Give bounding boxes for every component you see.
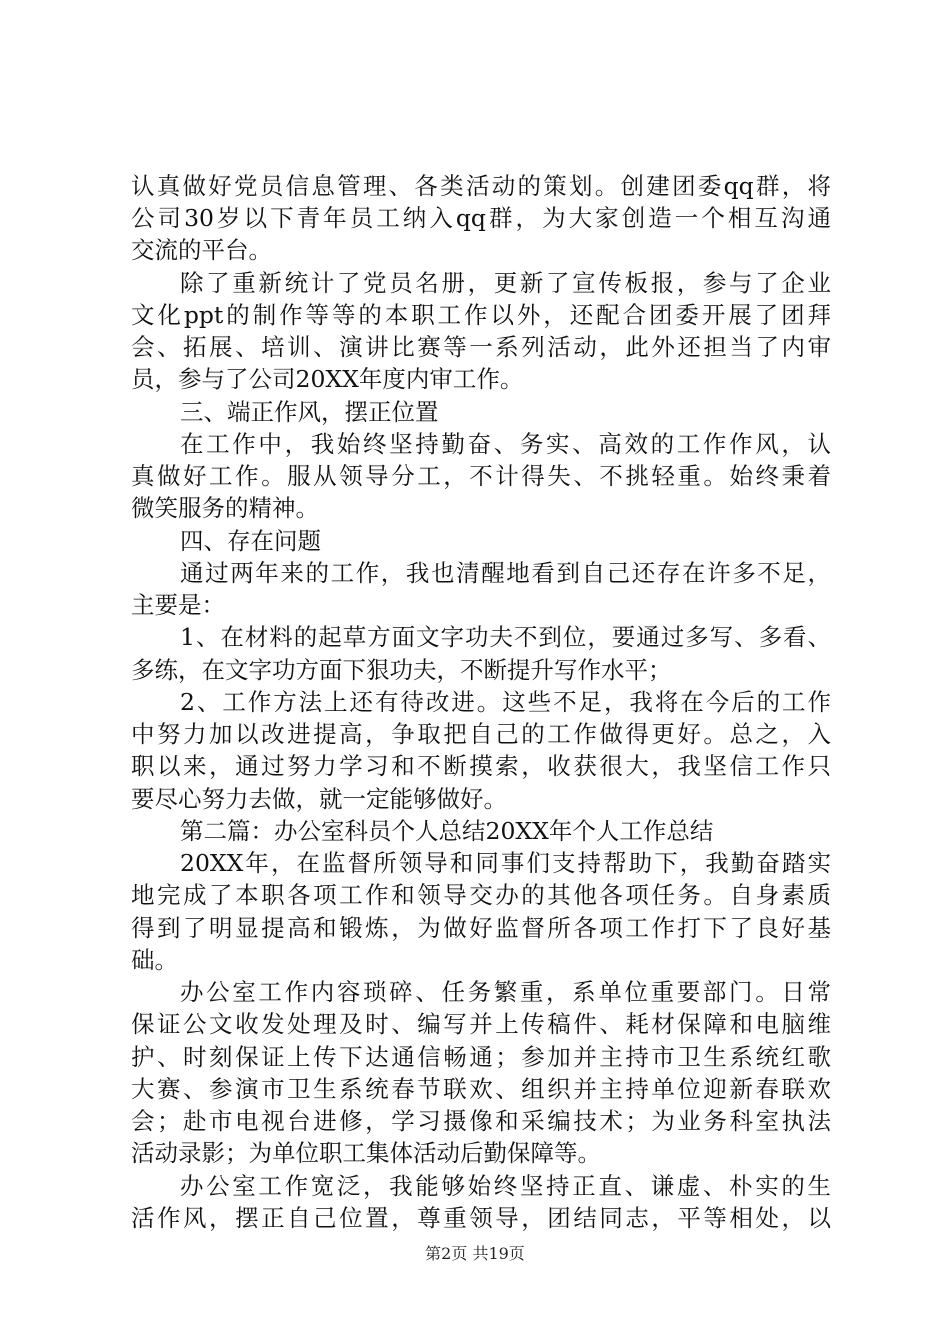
text-line: 交流的平台。 (131, 236, 272, 265)
text-line: 文化ppt的制作等等的本职工作以外，还配合团委开展了团拜 (131, 300, 831, 329)
text-line: 础。 (131, 945, 178, 974)
list-item: 2、工作方法上还有待改进。这些不足，我将在今后的工作 (180, 687, 831, 716)
text-line: 保证公文收发处理及时、编写并上传稿件、耗材保障和电脑维 (131, 1010, 831, 1039)
text-line: 地完成了本职各项工作和领导交办的其他各项任务。自身素质 (131, 881, 831, 910)
text-line: 护、时刻保证上传下达通信畅通；参加并主持市卫生系统红歌 (131, 1042, 831, 1071)
text-line: 得到了明显提高和锻炼，为做好监督所各项工作打下了良好基 (131, 913, 831, 942)
text-line: 办公室工作内容琐碎、任务繁重，系单位重要部门。日常 (180, 978, 831, 1007)
section-heading: 三、端正作风，摆正位置 (180, 397, 439, 426)
text-line: 中努力加以改进提高，争取把自己的工作做得更好。总之，入 (131, 720, 831, 749)
text-line: 认真做好党员信息管理、各类活动的策划。创建团委qq群，将 (131, 172, 831, 200)
text-line: 通过两年来的工作，我也清醒地看到自己还存在许多不足， (180, 558, 831, 587)
chapter-heading: 第二篇：办公室科员个人总结20XX年个人工作总结 (180, 816, 714, 845)
text-line: 公司30岁以下青年员工纳入qq群，为大家创造一个相互沟通 (131, 204, 831, 233)
text-line: 办公室工作宽泛，我能够始终坚持正直、谦虚、朴实的生 (180, 1171, 831, 1200)
page-number-footer: 第2页 共19页 (425, 1244, 525, 1263)
text-line: 真做好工作。服从领导分工，不计得失、不挑轻重。始终秉着 (131, 462, 831, 491)
text-line: 大赛、参演市卫生系统春节联欢、组织并主持单位迎新春联欢 (131, 1074, 831, 1103)
text-line: 员，参与了公司20XX年度内审工作。 (131, 365, 524, 394)
text-line: 会、拓展、培训、演讲比赛等一系列活动，此外还担当了内审 (131, 333, 831, 362)
text-line: 要尽心努力去做，就一定能够做好。 (131, 784, 507, 813)
text-line: 在工作中，我始终坚持勤奋、务实、高效的工作作风，认 (180, 429, 831, 458)
list-item: 1、在材料的起草方面文字功夫不到位，要通过多写、多看、 (180, 623, 831, 652)
text-line: 职以来，通过努力学习和不断摸索，收获很大，我坚信工作只 (131, 752, 831, 781)
text-line: 除了重新统计了党员名册，更新了宣传板报，参与了企业 (180, 268, 831, 297)
text-line: 会；赴市电视台进修，学习摄像和采编技术；为业务科室执法 (131, 1107, 831, 1136)
text-line: 活动录影；为单位职工集体活动后勤保障等。 (131, 1139, 601, 1168)
text-line: 多练，在文字功方面下狠功夫，不断提升写作水平； (131, 655, 672, 684)
text-line: 微笑服务的精神。 (131, 494, 319, 523)
text-line: 活作风，摆正自己位置，尊重领导，团结同志，平等相处，以 (131, 1203, 831, 1232)
text-line: 主要是： (131, 591, 225, 620)
section-heading: 四、存在问题 (180, 526, 321, 555)
text-line: 20XX年，在监督所领导和同事们支持帮助下，我勤奋踏实 (180, 849, 831, 878)
